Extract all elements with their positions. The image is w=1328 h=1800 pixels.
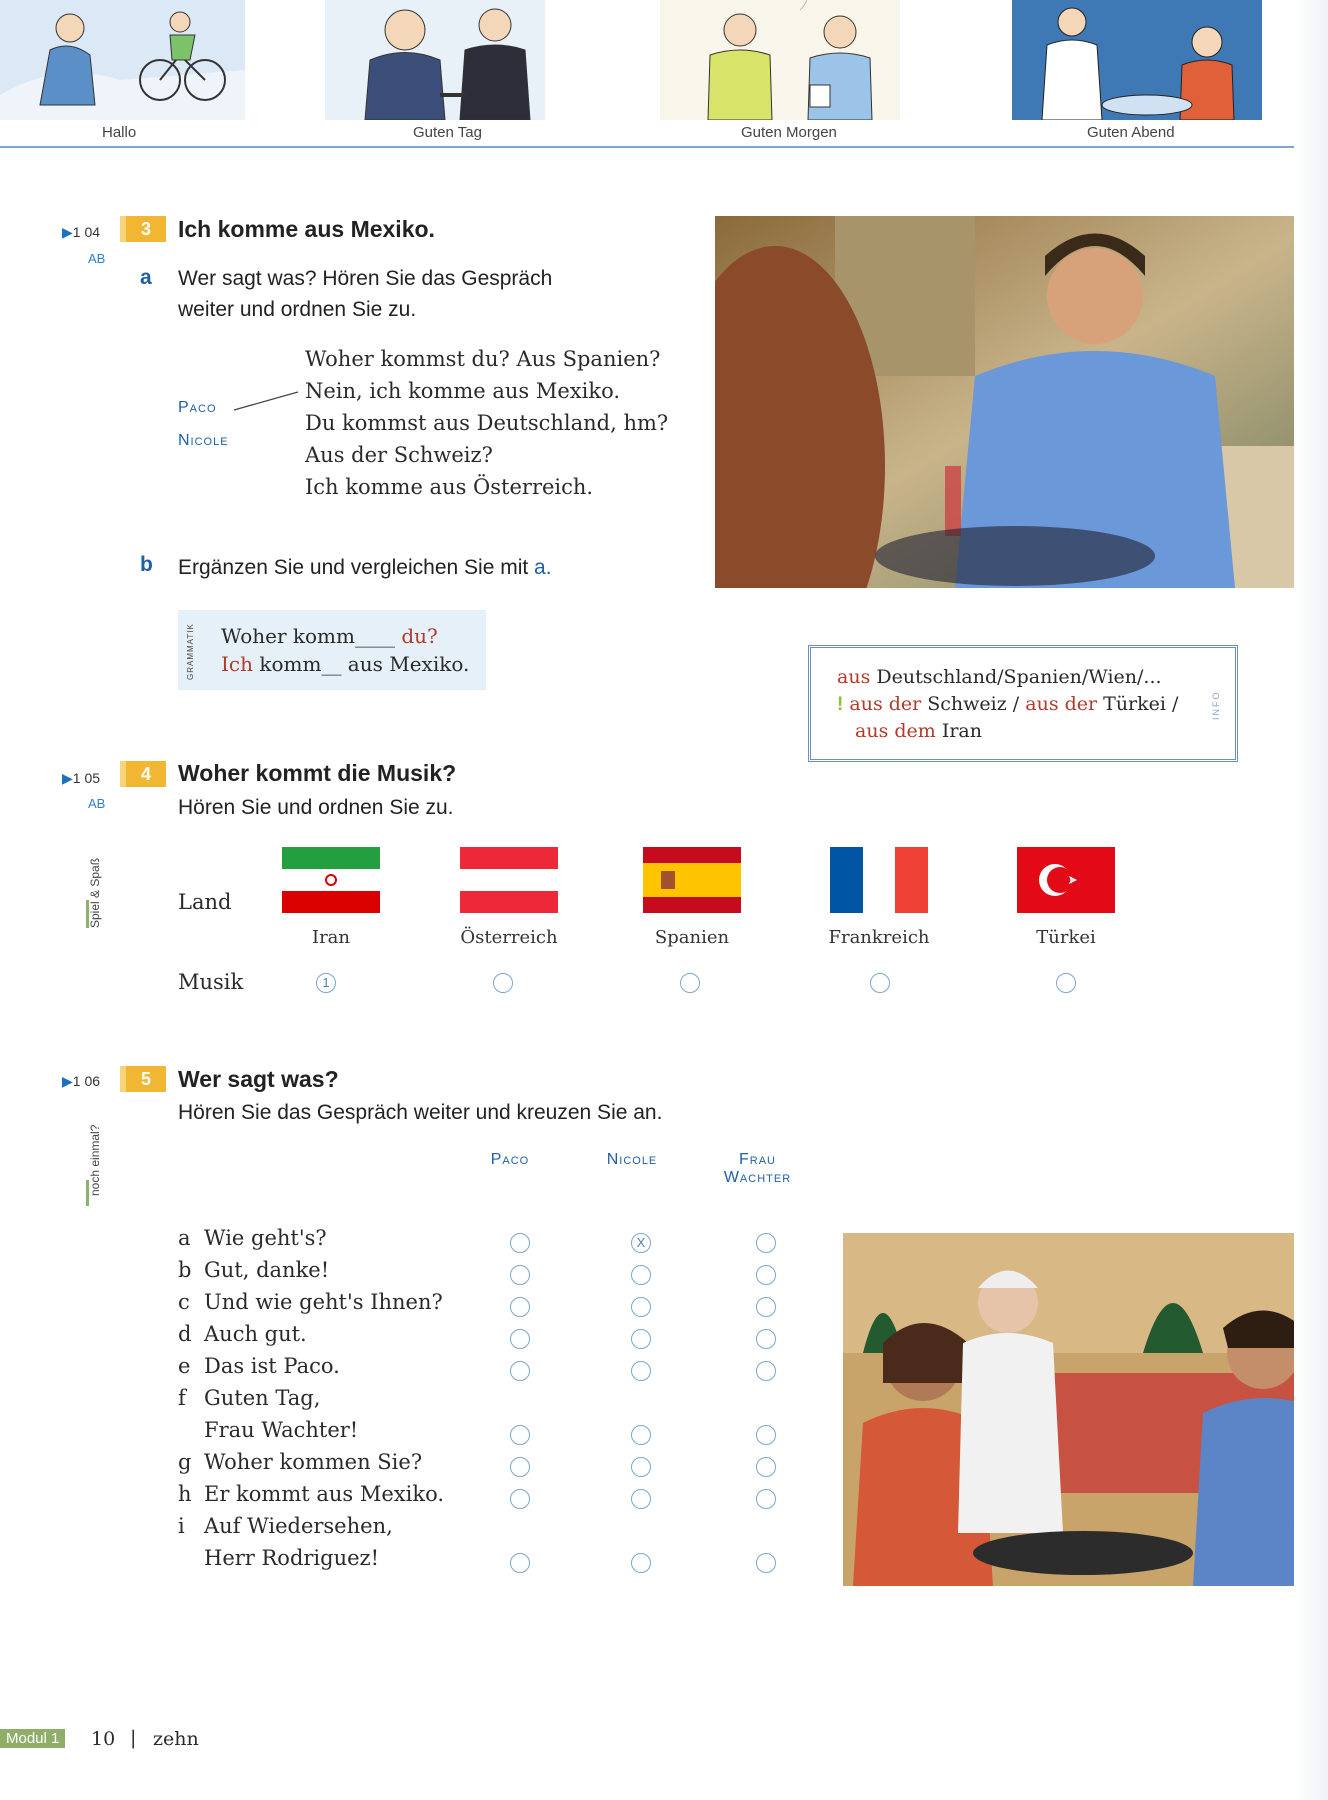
exercise-number: 4 bbox=[126, 761, 166, 787]
column-nicole: Nicole bbox=[606, 1151, 658, 1168]
dialog-line: Aus der Schweiz? bbox=[305, 443, 493, 467]
column-paco: Paco bbox=[490, 1151, 530, 1168]
country-turkey: Türkei bbox=[1036, 927, 1096, 948]
checkbox-paco[interactable] bbox=[510, 1489, 530, 1509]
checkbox-nicole[interactable] bbox=[631, 1265, 651, 1285]
checkbox-frau-wachter[interactable] bbox=[756, 1457, 776, 1477]
page-edge-shade bbox=[1294, 0, 1328, 1800]
checkbox-paco[interactable] bbox=[510, 1361, 530, 1381]
checkbox-frau-wachter[interactable] bbox=[756, 1489, 776, 1509]
statement-letter: e bbox=[178, 1354, 191, 1378]
checkbox-frau-wachter[interactable] bbox=[756, 1553, 776, 1573]
exclamation-icon: ! bbox=[837, 694, 844, 715]
statement-text: Woher kommen Sie? bbox=[204, 1450, 423, 1474]
country-austria: Österreich bbox=[460, 927, 558, 948]
grammar-line-2: Ich komm__ aus Mexiko. bbox=[221, 652, 470, 676]
play-icon: ▶ bbox=[62, 1073, 73, 1089]
workbook-ref: AB bbox=[88, 796, 106, 811]
name-paco: Paco bbox=[178, 399, 217, 416]
caption-guten-morgen: Guten Morgen bbox=[741, 124, 837, 141]
workbook-ref: AB bbox=[88, 251, 106, 266]
info-label: INFO bbox=[1211, 690, 1221, 720]
info-box bbox=[808, 645, 1238, 762]
country-france: Frankreich bbox=[828, 927, 930, 948]
dialog-line: Ich komme aus Österreich. bbox=[305, 475, 594, 499]
statement-letter: d bbox=[178, 1322, 192, 1346]
statement-text: Gut, danke! bbox=[204, 1258, 330, 1282]
row-label-musik: Musik bbox=[178, 970, 244, 994]
illustration-hallo bbox=[0, 0, 245, 120]
statement-letter: c bbox=[178, 1290, 190, 1314]
info-line-1: aus Deutschland/Spanien/Wien/... bbox=[837, 666, 1162, 688]
info-line-2: ! aus der Schweiz / aus der Türkei / bbox=[837, 693, 1179, 715]
checkbox-frau-wachter[interactable] bbox=[756, 1425, 776, 1445]
checkbox-nicole[interactable] bbox=[631, 1457, 651, 1477]
caption-guten-abend: Guten Abend bbox=[1087, 124, 1175, 141]
task-letter-a: a bbox=[140, 266, 152, 289]
country-spain: Spanien bbox=[654, 927, 730, 948]
dialog-line: Nein, ich komme aus Mexiko. bbox=[305, 379, 621, 403]
side-label-spiel: Spiel & Spaß bbox=[88, 857, 102, 928]
exercise-number: 5 bbox=[126, 1066, 166, 1092]
checkbox-nicole[interactable] bbox=[631, 1297, 651, 1317]
task-letter-b: b bbox=[140, 553, 153, 576]
statement-text: Er kommt aus Mexiko. bbox=[204, 1482, 445, 1506]
statement-text: Auf Wiedersehen, bbox=[204, 1514, 393, 1538]
checkbox-paco[interactable] bbox=[510, 1233, 530, 1253]
statement-letter: h bbox=[178, 1482, 192, 1506]
answer-circle-austria[interactable] bbox=[493, 973, 513, 993]
exercise-number: 3 bbox=[126, 216, 166, 242]
audio-track-1-05[interactable]: ▶1 05 bbox=[62, 770, 101, 786]
audio-track-1-06[interactable]: ▶1 06 bbox=[62, 1073, 101, 1089]
statement-text: Und wie geht's Ihnen? bbox=[204, 1290, 443, 1314]
exercise-title: Wer sagt was? bbox=[178, 1066, 339, 1092]
checkbox-nicole[interactable] bbox=[631, 1425, 651, 1445]
dialog-line: Du kommst aus Deutschland, hm? bbox=[305, 411, 669, 435]
grammar-label: GRAMMATIK bbox=[186, 623, 195, 680]
answer-circle-iran[interactable]: 1 bbox=[316, 973, 336, 993]
flag-austria bbox=[460, 847, 558, 913]
row-label-land: Land bbox=[178, 890, 232, 914]
checkbox-nicole[interactable] bbox=[631, 1553, 651, 1573]
photo-cafe-group bbox=[843, 1233, 1328, 1586]
statement-text-continued: Herr Rodriguez! bbox=[204, 1546, 380, 1570]
photo-paco bbox=[715, 216, 1328, 588]
name-nicole: Nicole bbox=[178, 432, 229, 449]
checkbox-nicole[interactable] bbox=[631, 1361, 651, 1381]
play-icon: ▶ bbox=[62, 770, 73, 786]
checkbox-frau-wachter[interactable] bbox=[756, 1265, 776, 1285]
checkbox-paco[interactable] bbox=[510, 1425, 530, 1445]
answer-circle-spain[interactable] bbox=[680, 973, 700, 993]
checkbox-paco[interactable] bbox=[510, 1457, 530, 1477]
check-mark: X bbox=[636, 1235, 646, 1250]
play-icon: ▶ bbox=[62, 224, 73, 240]
exercise-instruction: Hören Sie das Gespräch weiter und kreuzen Sie an. bbox=[178, 1101, 663, 1124]
illustration-guten-abend bbox=[1012, 0, 1262, 120]
answer-circle-turkey[interactable] bbox=[1056, 973, 1076, 993]
statement-text: Guten Tag, bbox=[204, 1386, 321, 1410]
exercise-instruction: Hören Sie und ordnen Sie zu. bbox=[178, 796, 454, 819]
statement-text: Wie geht's? bbox=[204, 1226, 327, 1250]
audio-track-1-04[interactable]: ▶1 04 bbox=[62, 224, 101, 240]
caption-guten-tag: Guten Tag bbox=[413, 124, 482, 141]
checkbox-frau-wachter[interactable] bbox=[756, 1329, 776, 1349]
page-separator: | bbox=[130, 1727, 137, 1749]
page-number: 10 bbox=[91, 1728, 116, 1750]
statement-letter: i bbox=[178, 1514, 185, 1538]
page-word: zehn bbox=[153, 1728, 199, 1750]
flag-iran bbox=[282, 847, 380, 913]
flag-turkey bbox=[1017, 847, 1115, 913]
grammar-line-1: Woher komm____ du? bbox=[221, 624, 438, 648]
checkbox-frau-wachter[interactable] bbox=[756, 1233, 776, 1253]
statement-letter: g bbox=[178, 1450, 192, 1474]
task-b-instruction: Ergänzen Sie und vergleichen Sie mit a. bbox=[178, 556, 552, 579]
checkbox-nicole[interactable] bbox=[631, 1489, 651, 1509]
answer-circle-france[interactable] bbox=[870, 973, 890, 993]
dialog-lines bbox=[305, 343, 668, 503]
flag-france bbox=[830, 847, 928, 913]
country-iran: Iran bbox=[311, 927, 351, 948]
checkbox-frau-wachter[interactable] bbox=[756, 1297, 776, 1317]
flag-spain bbox=[643, 847, 741, 913]
statement-letter: f bbox=[178, 1386, 186, 1410]
dialog-line: Woher kommst du? Aus Spanien? bbox=[305, 347, 661, 371]
exercise-title: Woher kommt die Musik? bbox=[178, 760, 457, 786]
blank[interactable]: ____ bbox=[354, 624, 395, 648]
statement-text: Das ist Paco. bbox=[204, 1354, 340, 1378]
checkbox-paco[interactable] bbox=[510, 1297, 530, 1317]
exercise-title: Ich komme aus Mexiko. bbox=[178, 216, 435, 242]
checkbox-frau-wachter[interactable] bbox=[756, 1361, 776, 1381]
blank[interactable]: __ bbox=[321, 652, 342, 676]
task-a-instruction: Wer sagt was? Hören Sie das Gespräch weiter und ordnen Sie zu. bbox=[178, 267, 553, 321]
info-line-3: aus dem Iran bbox=[855, 720, 982, 742]
strip-divider bbox=[0, 146, 1328, 148]
column-frau-wachter: Frau Wachter bbox=[723, 1151, 792, 1186]
checkbox-nicole[interactable] bbox=[631, 1329, 651, 1349]
statement-letter: b bbox=[178, 1258, 192, 1282]
matching-line bbox=[232, 384, 300, 414]
grammar-box bbox=[178, 610, 486, 690]
checkbox-paco[interactable] bbox=[510, 1553, 530, 1573]
caption-hallo: Hallo bbox=[102, 124, 137, 141]
module-tag: Modul 1 bbox=[0, 1729, 65, 1748]
statement-letter: a bbox=[178, 1226, 191, 1250]
checkbox-paco[interactable] bbox=[510, 1329, 530, 1349]
illustration-guten-tag bbox=[325, 0, 545, 120]
illustration-guten-morgen bbox=[660, 0, 900, 120]
statement-text: Auch gut. bbox=[204, 1322, 307, 1346]
checkbox-paco[interactable] bbox=[510, 1265, 530, 1285]
checkbox-nicole[interactable] bbox=[631, 1233, 651, 1253]
statement-text-continued: Frau Wachter! bbox=[204, 1418, 359, 1442]
side-label-noch-einmal: noch einmal? bbox=[88, 1124, 102, 1196]
